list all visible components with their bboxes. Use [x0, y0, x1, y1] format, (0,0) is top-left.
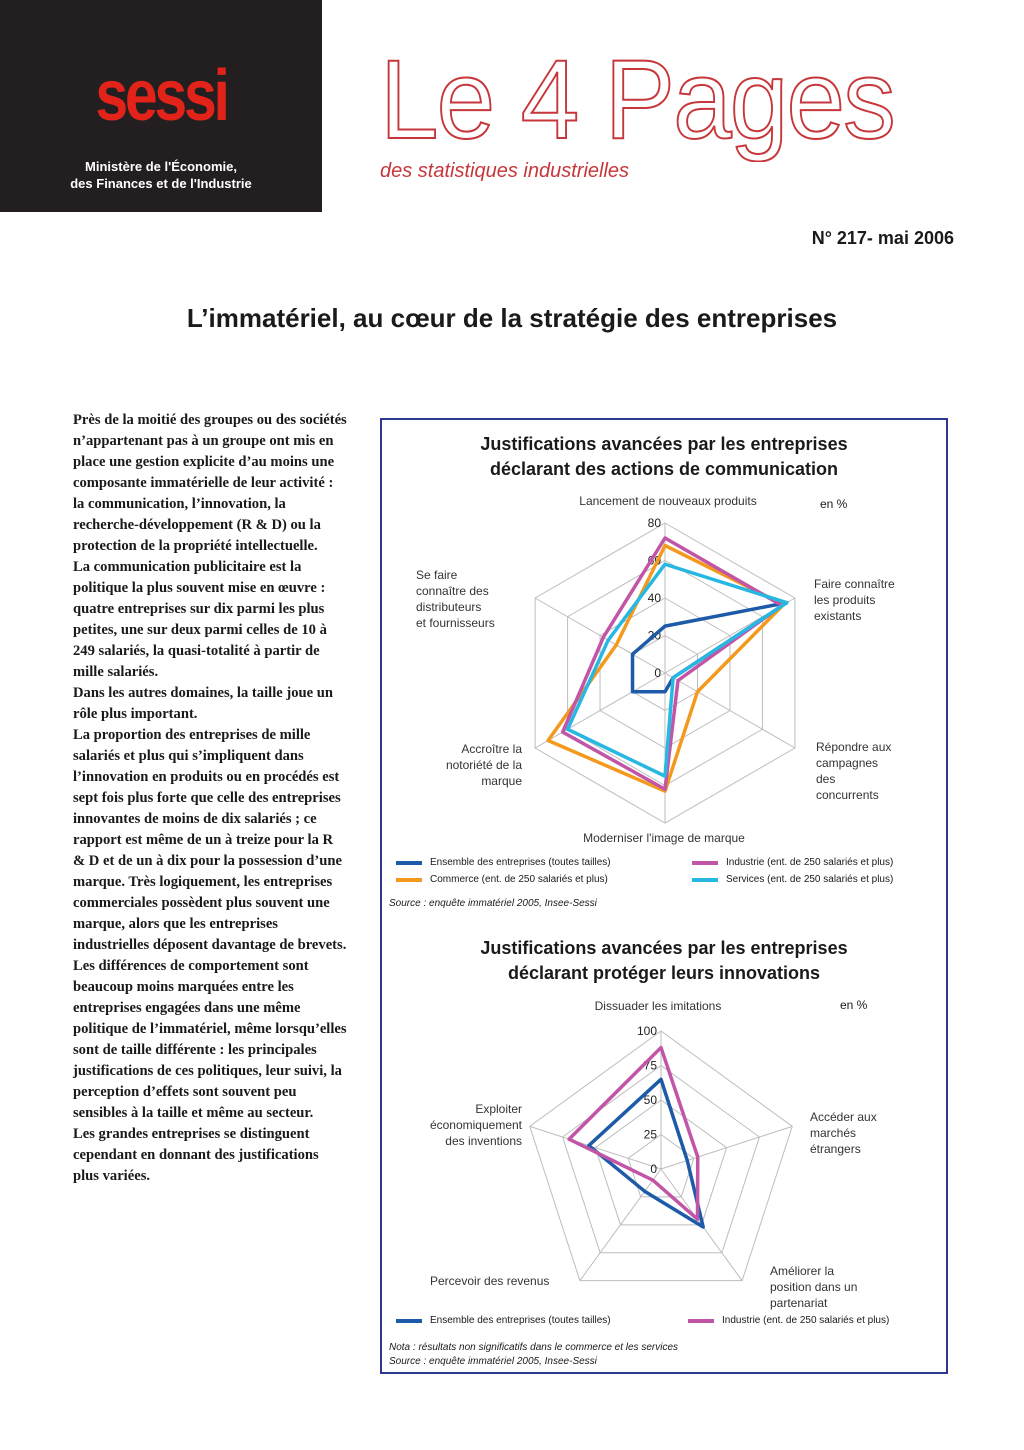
- axis-label-line: Percevoir des revenus: [430, 1274, 550, 1288]
- axis-label-line: économiquement: [429, 1118, 522, 1132]
- chart1-source: Source : enquête immatériel 2005, Insee-Sessi: [389, 898, 597, 909]
- logo-block: [0, 0, 322, 212]
- axis-label: [446, 742, 522, 788]
- article-body: [73, 410, 348, 1187]
- chart2-unit: en %: [840, 998, 868, 1012]
- axis-label-line: Se faire: [416, 568, 458, 582]
- axis-label-line: marchés: [810, 1126, 857, 1140]
- axis-label: [430, 1102, 523, 1148]
- axis-label-line: connaître des: [416, 584, 489, 598]
- axis-label-line: campagnes: [816, 756, 879, 770]
- legend-label: Services (ent. de 250 salariés et plus): [726, 874, 894, 885]
- axis-label: [816, 740, 891, 802]
- ministry-line-1: Ministère de l'Économie,: [85, 159, 237, 174]
- chart2-nota: Nota : résultats non significatifs dans le commerce et les services: [389, 1342, 679, 1353]
- chart1-unit: en %: [820, 497, 848, 511]
- tick-label: 20: [647, 628, 661, 643]
- publication-subtitle: des statistiques industrielles: [380, 160, 630, 182]
- axis-label-line: concurrents: [816, 788, 879, 802]
- publication-title: Le 4 Pages: [380, 37, 894, 162]
- axis-label-line: marque: [481, 774, 522, 788]
- legend-label: Commerce (ent. de 250 salariés et plus): [430, 874, 608, 885]
- sessi-logo: sessi: [95, 56, 227, 136]
- chart2-legend: [382, 1313, 946, 1331]
- article-headline: L’immatériel, au cœur de la stratégie des entreprises: [186, 303, 838, 333]
- body-paragraph: Les différences de comportement sont beaucoup moins marquées entre les entreprises engagées dans une même politique de l’immatériel, même lorsqu’elles sont de taille différente : les principales justifications de ces politiques, leur suivi, la perception d’effets sont souvent peu sensibles à la taille et même au secteur.: [73, 958, 347, 1121]
- chart1-legend: [382, 855, 946, 891]
- axis-label: [770, 1264, 857, 1310]
- ministry-name: [0, 158, 322, 192]
- axis-label: [416, 568, 495, 630]
- legend-label: Ensemble des entreprises (toutes tailles): [430, 857, 611, 868]
- axis-label-line: Améliorer la: [770, 1264, 835, 1278]
- axis-label-line: Lancement de nouveaux produits: [579, 494, 757, 508]
- axis-label-line: Accéder aux: [810, 1110, 877, 1124]
- axis-label-line: existants: [814, 609, 862, 623]
- tick-label: 80: [647, 516, 661, 530]
- axis-label-line: des: [816, 772, 836, 786]
- axis-label-line: distributeurs: [416, 600, 482, 614]
- tick-label: 0: [654, 666, 661, 680]
- radar-spoke: [661, 1126, 792, 1169]
- axis-label: [810, 1110, 877, 1156]
- tick-label: 100: [636, 1024, 657, 1038]
- axis-label-line: notoriété de la: [445, 758, 522, 772]
- chart2-title-line1: Justifications avancées par les entreprises: [480, 938, 848, 958]
- tick-label: 0: [650, 1162, 657, 1176]
- legend-label: Ensemble des entreprises (toutes tailles): [430, 1315, 611, 1326]
- chart2-title: [382, 936, 946, 986]
- axis-label-line: des inventions: [445, 1134, 522, 1148]
- tick-label: 40: [647, 591, 661, 605]
- legend-swatch: [396, 1319, 422, 1323]
- legend-swatch: [692, 878, 718, 882]
- axis-label: [579, 494, 756, 508]
- axis-label-line: étrangers: [810, 1142, 861, 1156]
- radar-chart-communication: [382, 493, 946, 845]
- tick-label: 60: [647, 553, 661, 568]
- legend-item: [396, 857, 611, 868]
- legend-item: [692, 874, 893, 885]
- tick-label: 50: [643, 1093, 657, 1107]
- legend-label: Industrie (ent. de 250 salariés et plus): [726, 857, 894, 868]
- axis-label-line: les produits: [814, 593, 876, 607]
- body-paragraph: La proportion des entreprises de mille salariés et plus qui s’impliquent dans l’innovation en produits ou en procédés est sept fois plus forte que celle des entreprises innovantes de moins de dix salariés ; ce rapport est même de un à treize pour la R & D et de un à dix pour la possession d’une marque. Très logiquement, les entreprises commerciales possèdent plus souvent une marque, alors que les entreprises industrielles déposent davantage de brevets.: [73, 727, 347, 953]
- issue-number: N° 217- mai 2006: [811, 228, 954, 248]
- charts-frame: [380, 418, 948, 1374]
- axis-label: [595, 999, 722, 1013]
- axis-label-line: Dissuader les imitations: [594, 999, 722, 1013]
- body-paragraph: Dans les autres domaines, la taille joue un rôle plus important.: [73, 685, 334, 722]
- legend-item: [396, 874, 608, 885]
- axis-label-line: position dans un: [770, 1280, 858, 1294]
- axis-label: [583, 831, 745, 845]
- axis-label-line: Faire connaître: [814, 577, 895, 591]
- legend-item: [396, 1315, 611, 1326]
- body-paragraph: La communication publicitaire est la politique la plus souvent mise en œuvre : quatre entreprises sur dix parmi les plus petites, une sur deux parmi celles de 10 à 249 salariés, la quasi-totalité à partir de mille salariés.: [73, 559, 327, 680]
- axis-label-line: Répondre aux: [816, 740, 892, 754]
- axis-label-line: et fournisseurs: [416, 616, 495, 630]
- axis-label-line: partenariat: [770, 1296, 828, 1310]
- radar-spoke: [530, 1126, 661, 1169]
- legend-swatch: [692, 861, 718, 865]
- legend-swatch: [396, 861, 422, 865]
- legend-swatch: [688, 1319, 714, 1323]
- axis-label: [430, 1274, 549, 1288]
- chart1-title-line1: Justifications avancées par les entreprises: [480, 434, 848, 454]
- legend-label: Industrie (ent. de 250 salariés et plus): [722, 1315, 890, 1326]
- body-paragraph: Les grandes entreprises se distinguent cependant en donnant des justifications plus variées.: [73, 1126, 319, 1184]
- tick-label: 25: [643, 1127, 657, 1142]
- radar-chart-protection: [382, 995, 946, 1310]
- chart2-title-line2: déclarant protéger leurs innovations: [507, 963, 821, 983]
- axis-label-line: Moderniser l'image de marque: [583, 831, 745, 845]
- chart1-title: [382, 432, 946, 482]
- chart1-title-line2: déclarant des actions de communication: [489, 459, 839, 479]
- legend-item: [688, 1315, 889, 1326]
- axis-label: [814, 577, 895, 623]
- legend-swatch: [396, 878, 422, 882]
- chart2-source: Source : enquête immatériel 2005, Insee-Sessi: [389, 1356, 597, 1367]
- legend-item: [692, 857, 893, 868]
- ministry-line-2: des Finances et de l'Industrie: [70, 176, 252, 191]
- axis-label-line: Exploiter: [475, 1102, 522, 1116]
- body-paragraph: Près de la moitié des groupes ou des sociétés n’appartenant pas à un groupe ont mis en place une gestion explicite d’au moins une composante immatérielle de leur activité : la communication, l’innovation, la recherche-développement (R & D) ou la protection de la propriété intellectuelle.: [73, 412, 347, 554]
- tick-label: 75: [643, 1058, 657, 1073]
- axis-label-line: Accroître la: [461, 742, 522, 756]
